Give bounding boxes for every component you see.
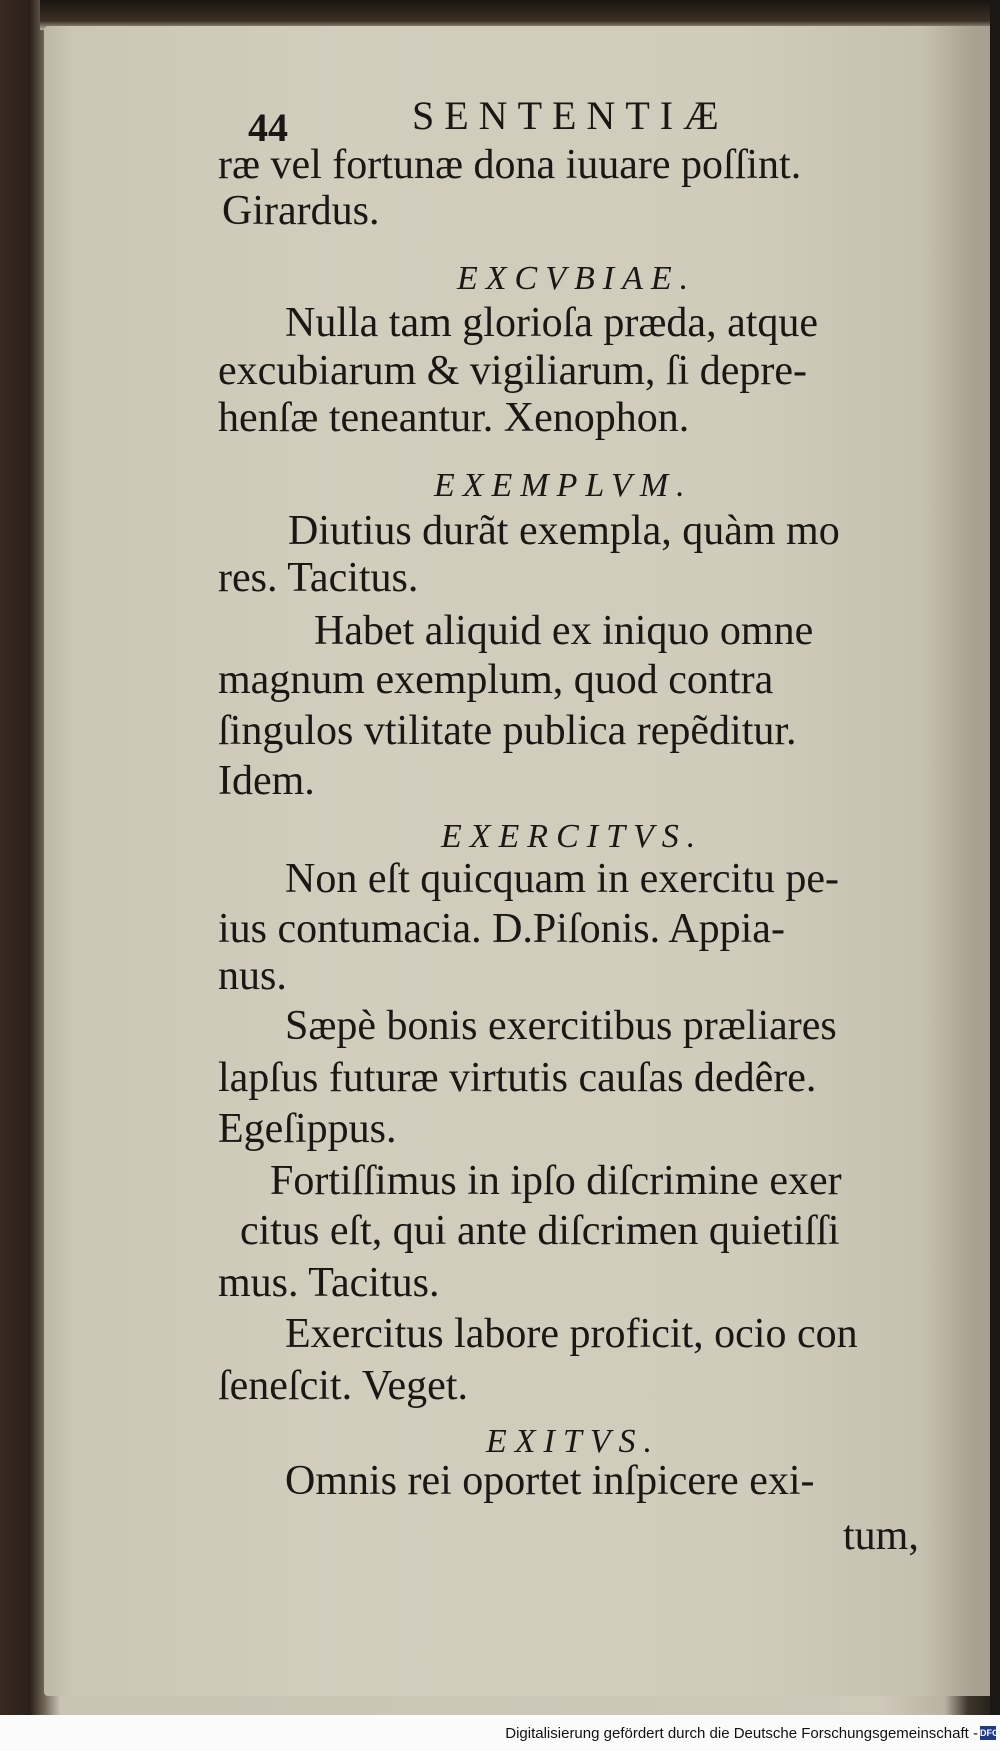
section-heading: EXCVBIAE. (457, 260, 697, 297)
text-line: Idem. (218, 758, 315, 804)
text-line: ius contumacia. D.Piſonis. Appia- (218, 906, 785, 952)
text-line: Egeſippus. (218, 1106, 397, 1152)
text-line: nus. (218, 953, 287, 999)
text-line: lapſus futuræ virtutis cauſas dedêre. (218, 1055, 817, 1101)
text-line: Exercitus labore proficit, ocio con (285, 1311, 858, 1357)
footer-credit: Digitalisierung gefördert durch die Deutsche Forschungsgemeinschaft - (505, 1725, 978, 1742)
text-line: Fortiſſimus in ipſo diſcrimine exer (270, 1158, 842, 1204)
footer-bar (0, 1715, 1000, 1751)
section-heading: EXEMPLVM. (434, 467, 693, 504)
text-line: excubiarum & vigiliarum, ſi depre- (218, 348, 807, 394)
dfg-logo: DFG (980, 1728, 999, 1738)
section-heading: EXERCITVS. (441, 818, 704, 855)
text-line: Girardus. (222, 188, 380, 234)
running-head: SENTENTIÆ (412, 93, 729, 138)
text-line: ræ vel fortunæ dona iuuare poſſint. (218, 142, 802, 188)
text-line: Diutius durãt exempla, quàm mo (288, 508, 840, 554)
text-line: ſeneſcit. Veget. (218, 1363, 468, 1409)
section-heading: EXITVS. (486, 1423, 661, 1460)
right-edge (990, 0, 1000, 1715)
text-line: Habet aliquid ex iniquo omne (314, 608, 814, 654)
text-line: ſingulos vtilitate publica repẽditur. (218, 708, 797, 754)
text-line: citus eſt, qui ante diſcrimen quietiſſi (240, 1208, 840, 1254)
text-line: Nulla tam glorioſa præda, atque (285, 300, 819, 346)
text-line: Sæpè bonis exercitibus præliares (285, 1003, 837, 1049)
text-line: mus. Tacitus. (218, 1260, 440, 1306)
catchword: tum, (843, 1513, 919, 1559)
text-line: magnum exemplum, quod contra (218, 657, 774, 703)
page-number: 44 (248, 105, 288, 150)
text-line: Omnis rei oportet inſpicere exi- (285, 1458, 815, 1504)
text-line: henſæ teneantur. Xenophon. (218, 395, 690, 441)
text-line: res. Tacitus. (218, 555, 419, 601)
text-line: Non eſt quicquam in exercitu pe- (285, 856, 839, 902)
